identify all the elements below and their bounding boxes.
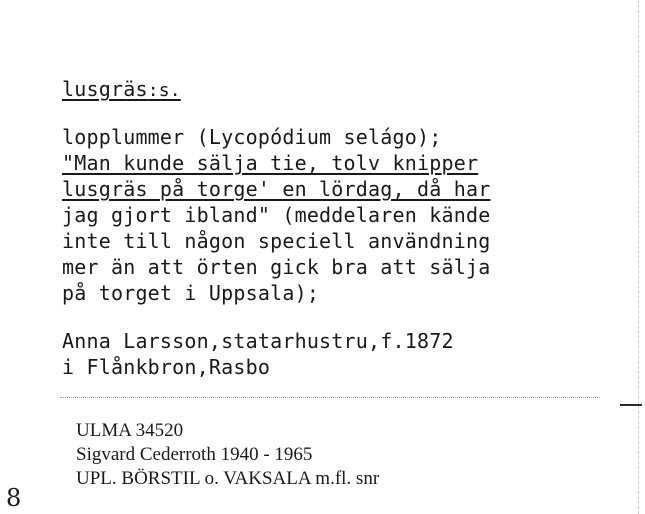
body-line: lusgräs på torge' en lördag, då har — [62, 177, 491, 201]
body-line: inte till någon speciell användning — [62, 229, 491, 253]
body-line: på torget i Uppsala); — [62, 281, 320, 305]
archive-id: ULMA 34520 — [76, 420, 184, 441]
body-line: mer än att örten gick bra att sälja — [62, 255, 491, 279]
headword-suffix: :s. — [147, 80, 181, 101]
section-divider — [60, 397, 600, 398]
body-line: jag gjort ibland" (meddelaren kände — [62, 203, 491, 227]
collector-line: Sigvard Cederroth 1940 - 1965 — [76, 444, 313, 465]
informant-line: Anna Larsson,statarhustru,f.1872 — [62, 329, 454, 353]
headword-line — [62, 76, 181, 104]
body-line: lopplummer (Lycopódium selágo); — [62, 125, 442, 149]
body-line: "Man kunde sälja tie, tolv knipper — [62, 151, 479, 175]
headword: lusgräs — [62, 77, 148, 101]
card-edge — [638, 0, 640, 514]
informant-place-line: i Flånkbron,Rasbo — [62, 355, 271, 379]
divider-mark — [620, 404, 642, 406]
corner-mark: 8 — [6, 484, 22, 512]
region-line: UPL. BÖRSTIL o. VAKSALA m.fl. snr — [76, 468, 380, 489]
